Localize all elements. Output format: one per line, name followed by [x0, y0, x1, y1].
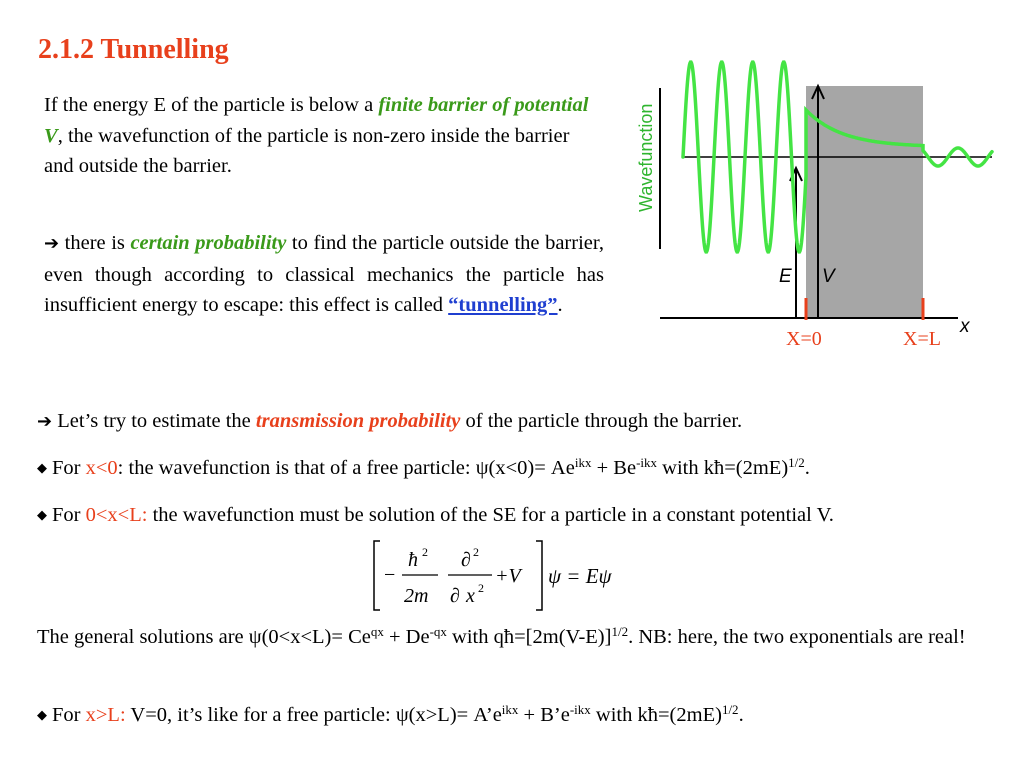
case1-sup-3: 1/2: [788, 455, 805, 470]
case2-text-2: the wavefunction must be solution of the SE for a particle in a constant potential V.: [147, 504, 834, 526]
general-text-1: The general solutions are ψ(0<x<L)= Ce: [37, 626, 371, 648]
y-axis-label: Wavefunction: [636, 103, 656, 212]
case3-sup-3: 1/2: [721, 702, 739, 717]
case3-text-4: with kħ=(2mE): [590, 704, 722, 726]
general-solution-line: [37, 622, 1012, 652]
consequence-text-2: to find the particle outside the barrier, even though according to classical mechanics the particle has insufficient energy to escape: this effect is called: [44, 232, 604, 316]
case1-text-4: with kħ=(2mE): [657, 457, 789, 479]
x-axis-label: x: [960, 316, 970, 337]
case3-condition: x>L:: [85, 704, 126, 726]
partial-denominator: ∂: [450, 585, 460, 607]
slide-title: 2.1.2 Tunnelling: [38, 34, 229, 65]
x0-label: X=0: [786, 328, 822, 350]
diamond-bullet-icon: ◆: [37, 508, 47, 523]
diamond-bullet-icon: ◆: [37, 461, 47, 476]
partial-exponent: 2: [473, 545, 479, 559]
general-text-4: . NB: here, the two exponentials are real!: [628, 626, 966, 648]
partial-numerator: ∂: [461, 549, 471, 571]
xl-label: X=L: [903, 328, 941, 350]
two-m: 2m: [404, 585, 429, 607]
case-inside-barrier: [37, 500, 1012, 531]
consequence-text-3: .: [557, 294, 563, 316]
case1-text-2: : the wavefunction is that of a free particle: ψ(x<0)= Ae: [117, 457, 575, 479]
case1-text-3: + Be: [591, 457, 637, 479]
estimate-line: [37, 406, 1012, 437]
general-text-2: + De: [383, 626, 430, 648]
case-x-negative: [37, 453, 1012, 484]
x-exponent: 2: [478, 581, 484, 595]
case3-text-3: + B’e: [518, 704, 570, 726]
general-sup-3: 1/2: [611, 624, 629, 639]
equation-rhs: ψ = Eψ: [548, 564, 612, 588]
case3-sup-2: -ikx: [569, 702, 591, 717]
case3-text-2: V=0, it’s like for a free particle: ψ(x>L)= A’e: [125, 704, 502, 726]
case-x-beyond: [37, 700, 1012, 731]
case1-sup-2: -ikx: [636, 455, 658, 470]
plus-v: +V: [495, 565, 521, 587]
case3-text-1: For: [52, 704, 86, 726]
intro-text-1: If the energy E of the particle is below a: [44, 94, 379, 116]
finite-barrier-emphasis: finite barrier of potential V: [44, 94, 589, 147]
right-bracket: [536, 541, 542, 610]
estimate-text-2: of the particle through the barrier.: [460, 410, 743, 432]
schrodinger-equation: [366, 536, 636, 616]
hbar: ħ: [408, 549, 418, 571]
general-sup-1: qx: [370, 624, 384, 639]
transmission-probability-emphasis: transmission probability: [255, 410, 461, 432]
tunnelling-link[interactable]: “tunnelling”: [448, 294, 558, 316]
right-arrow-icon: ➔: [37, 411, 53, 432]
estimate-text-1: Let’s try to estimate the: [52, 410, 256, 432]
x-variable: x: [466, 585, 475, 607]
consequence-text-1: there is: [59, 232, 131, 254]
general-text-3: with qħ=[2m(V-E)]: [446, 626, 612, 648]
general-sup-2: -qx: [429, 624, 447, 639]
intro-text-2: , the wavefunction of the particle is non-zero inside the barrier and outside the barrier.: [44, 124, 570, 177]
left-bracket: [374, 541, 380, 610]
hbar-exponent: 2: [422, 545, 428, 559]
potential-label: V: [822, 266, 835, 287]
certain-probability-emphasis: certain probability: [130, 232, 287, 254]
case1-sup-1: ikx: [574, 455, 592, 470]
case1-text-5: .: [804, 457, 810, 479]
minus-sign: −: [384, 564, 396, 586]
energy-label: E: [779, 266, 792, 287]
case1-condition: x<0: [85, 457, 118, 479]
right-arrow-icon: ➔: [44, 233, 60, 254]
case3-sup-1: ikx: [501, 702, 519, 717]
diamond-bullet-icon: ◆: [37, 708, 47, 723]
case2-condition: 0<x<L:: [85, 504, 148, 526]
case3-text-5: .: [738, 704, 744, 726]
case1-text-1: For: [52, 457, 86, 479]
case2-text-1: For: [52, 504, 86, 526]
